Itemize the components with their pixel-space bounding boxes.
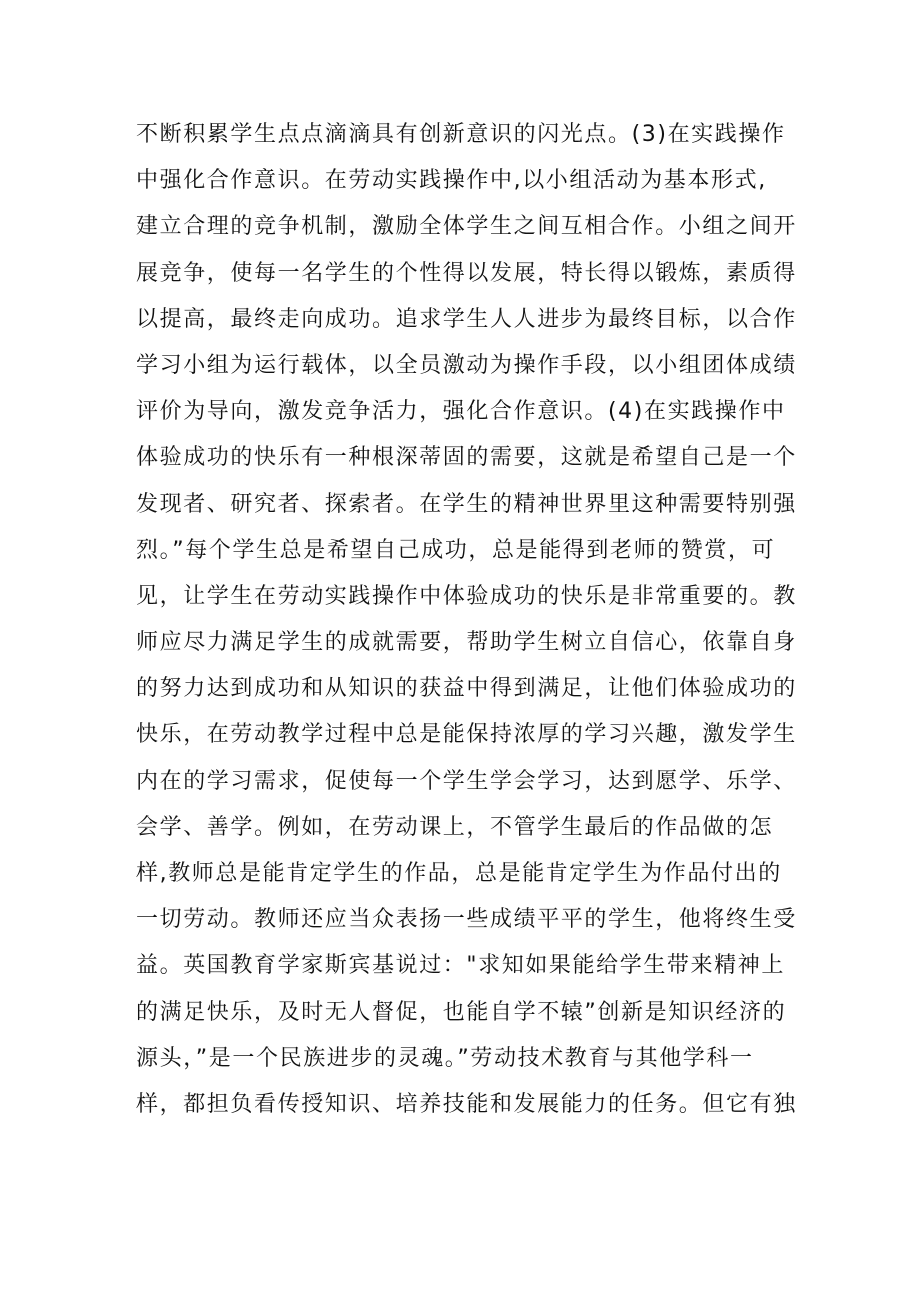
text-line: 样,教师总是能肯定学生的作品，总是能肯定学生为作品付出的 <box>136 861 782 886</box>
text-line: 不断积累学生点点滴滴具有创新意识的闪光点。(3)在实践操作 <box>136 122 786 147</box>
text-line: 建立合理的竞争机制，激励全体学生之间互相合作。小组之间开 <box>136 214 797 240</box>
text-line: 体验成功的快乐有一种根深蒂固的需要，这就是希望自己是一个 <box>136 445 797 471</box>
text-line: 展竞争，使每一名学生的个性得以发展，特长得以锻炼，素质得 <box>136 260 797 286</box>
text-line: 中强化合作意识。在劳动实践操作中,以小组活动为基本形式, <box>136 168 767 194</box>
text-line: 发现者、研究者、探索者。在学生的精神世界里这种需要特别强 <box>136 491 797 517</box>
text-line: 评价为导向，激发竞争活力，强化合作意识。(4)在实践操作中 <box>136 399 786 425</box>
text-line: 快乐，在劳动教学过程中总是能保持浓厚的学习兴趣，激发学生 <box>136 722 797 748</box>
text-line: 内在的学习需求，促使每一个学生学会学习，达到愿学、乐学、 <box>136 768 797 794</box>
text-line: 会学、善学。例如，在劳动课上，不管学生最后的作品做的怎 <box>136 814 774 840</box>
text-line: 样，都担负看传授知识、培养技能和发展能力的任务。但它有独 <box>136 1091 797 1117</box>
text-line: 源头，”是一个民族进步的灵魂。”劳动技术教育与其他学科一 <box>136 1045 754 1071</box>
text-line: 烈。”每个学生总是希望自己成功，总是能得到老师的赞赏，可 <box>136 537 776 563</box>
text-line: 的努力达到成功和从知识的获益中得到满足，让他们体验成功的 <box>136 676 797 702</box>
text-line: 学习小组为运行载体，以全员激动为操作手段，以小组团体成绩 <box>136 352 797 378</box>
body-paragraph <box>136 112 796 1128</box>
text-line: 的满足快乐，及时无人督促，也能自学不辕”创新是知识经济的 <box>136 999 787 1025</box>
text-line: 益。英国教育学家斯宾基说过："求知如果能给学生带来精神上 <box>136 953 785 979</box>
text-line: 以提高，最终走向成功。追求学生人人进步为最终目标，以合作 <box>136 306 797 332</box>
text-line: 见，让学生在劳动实践操作中体验成功的快乐是非常重要的。教 <box>136 583 797 609</box>
text-line: 一切劳动。教师还应当众表扬一些成绩平平的学生，他将终生受 <box>136 907 797 933</box>
text-line: 师应尽力满足学生的成就需要，帮助学生树立自信心，依靠自身 <box>136 630 797 656</box>
